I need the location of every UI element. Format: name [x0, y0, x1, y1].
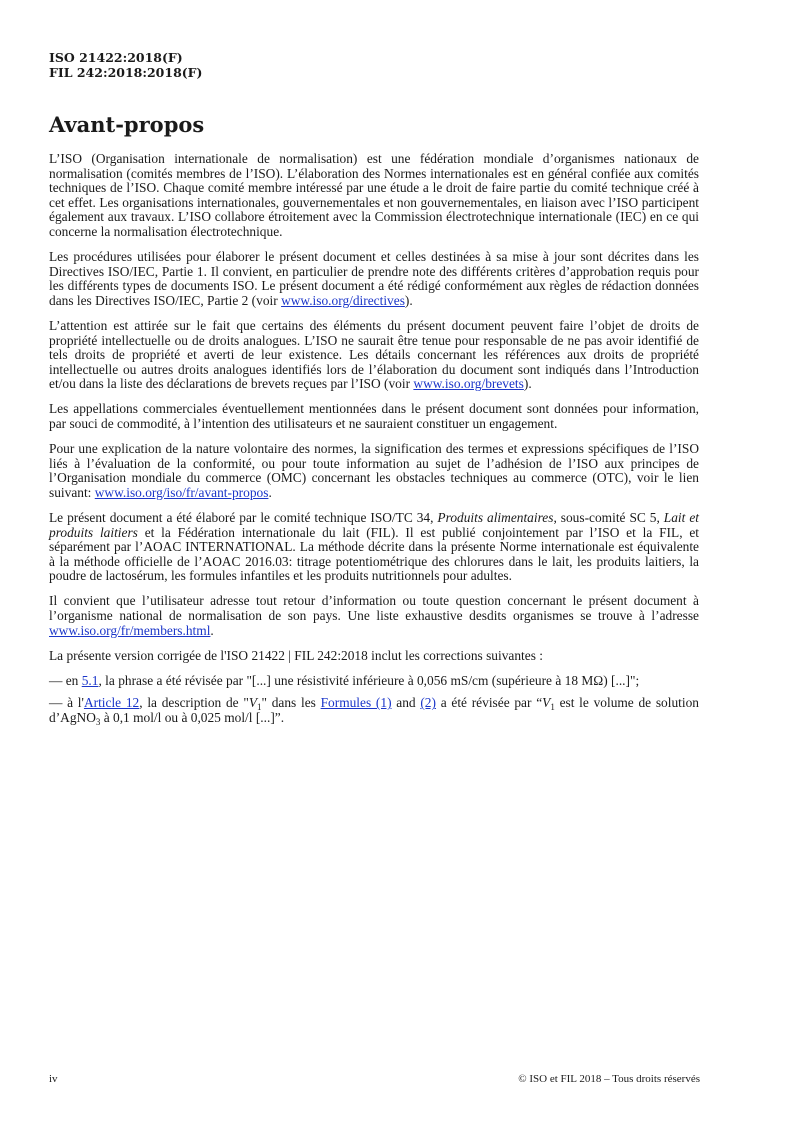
- link-clause-5-1[interactable]: 5.1: [81, 672, 99, 688]
- link-brevets[interactable]: www.iso.org/brevets: [413, 376, 524, 392]
- link-members[interactable]: www.iso.org/fr/members.html: [49, 622, 211, 638]
- copyright-notice: © ISO et FIL 2018 – Tous droits réservés: [518, 1073, 700, 1085]
- header-iso-reference: ISO 21422:2018(F): [49, 50, 183, 65]
- paragraph-feedback: Il convient que l’utilisateur adresse tout retour d’information ou toute question concernant le présent document à l’organisme national de normalisation de son pays. Une liste exhaustive desdits organismes se trouve à l’adresse www.iso.org/fr/members.html.: [49, 593, 699, 638]
- paragraph-procedures: Les procédures utilisées pour élaborer le présent document et celles destinées à sa mise à jour sont décrites dans les Directives ISO/IEC, Partie 1. Il convient, en particulier de prendre note des différents critères d’approbation requis pour les différents types de documents ISO. Le présent document a été rédigé conformément aux règles de rédaction données dans les Directives ISO/IEC, Partie 2 (voir www.iso.org/directives).: [49, 249, 699, 308]
- paragraph-voluntary-nature: Pour une explication de la nature volontaire des normes, la signification des termes et expressions spécifiques de l’ISO liés à l’évaluation de la conformité, ou pour toute information au sujet de l’adhésion de l’ISO aux principes de l’Organisation mondiale du commerce (OMC) concernant les obstacles techniques au commerce (OTC), voir le lien suivant: www.iso.org/iso/fr/avant-propos.: [49, 441, 699, 500]
- page-title: Avant-propos: [49, 112, 205, 137]
- page-number: iv: [49, 1073, 58, 1085]
- paragraph-corrected-version: La présente version corrigée de l'ISO 21422 | FIL 242:2018 inclut les corrections suivantes :: [49, 647, 543, 663]
- link-formule-2[interactable]: (2): [420, 695, 436, 711]
- paragraph-trade-names: Les appellations commerciales éventuellement mentionnées dans le présent document sont données pour information, par souci de commodité, à l’intention des utilisateurs et ne sauraient constituer un engagement.: [49, 401, 699, 431]
- paragraph-patents: L’attention est attirée sur le fait que certains des éléments du présent document peuvent faire l’objet de droits de propriété intellectuelle ou de droits analogues. L’ISO ne saurait être tenue pour responsable de ne pas avoir identifié de tels droits de propriété et averti de leur existence. Les détails concernant les références aux droits de propriété intellectuelle ou autres droits analogues identifiés lors de l’élaboration du document sont indiqués dans l’Introduction et/ou dans la liste des déclarations de brevets reçues par l’ISO (voir www.iso.org/brevets).: [49, 317, 699, 392]
- link-avant-propos[interactable]: www.iso.org/iso/fr/avant-propos: [94, 484, 269, 500]
- correction-item-2: — à l'Article 12, la description de "$V_1$" dans les Formules (1) and (2) a été révisée par “$V_1$ est le volume de solution d’AgNO$_3$ à 0,1 mol/l ou à 0,025 mol/l [...]”.: [49, 695, 700, 727]
- page-footer: [49, 1073, 700, 1087]
- correction-item-1: — en 5.1, la phrase a été révisée par "[...] une résistivité inférieure à 0,056 mS/cm (supérieure à 18 MΩ) [...]";: [49, 672, 640, 688]
- header-fil-reference: FIL 242:2018:2018(F): [49, 65, 203, 80]
- paragraph-iso-intro: L’ISO (Organisation internationale de normalisation) est une fédération mondiale d’organismes nationaux de normalisation (comités membres de l’ISO). L’élaboration des Normes internationales est en général confiée aux comités techniques de l’ISO. Chaque comité membre intéressé par une étude a le droit de faire partie du comité technique créé à cet effet. Les organisations internationales, gouvernementales et non gouvernementales, en liaison avec l’ISO participent également aux travaux. L’ISO collabore étroitement avec la Commission électrotechnique internationale (IEC) en ce qui concerne la normalisation électrotechnique.: [49, 151, 699, 239]
- paragraph-committee: Le présent document a été élaboré par le comité technique ISO/TC 34, Produits alimentaires, sous-comité SC 5, Lait et produits laitiers et la Fédération internationale du lait (FIL). Il est publié conjointement par l’ISO et la FIL, et séparément par l’AOAC INTERNATIONAL. La méthode décrite dans la présente Norme internationale est équivalente à la méthode officielle de l’AOAC 2016.03: titrage potentiométrique des chlorures dans le lait, les produits laitiers, la poudre de lactosérum, les formules infantiles et les produits nutritionnels pour adultes.: [49, 509, 700, 584]
- link-formule-1[interactable]: Formules (1): [320, 695, 392, 711]
- link-article-12[interactable]: Article 12: [83, 695, 140, 711]
- link-directives[interactable]: www.iso.org/directives: [281, 292, 405, 308]
- document-header: [49, 50, 349, 80]
- document-body: [49, 152, 699, 734]
